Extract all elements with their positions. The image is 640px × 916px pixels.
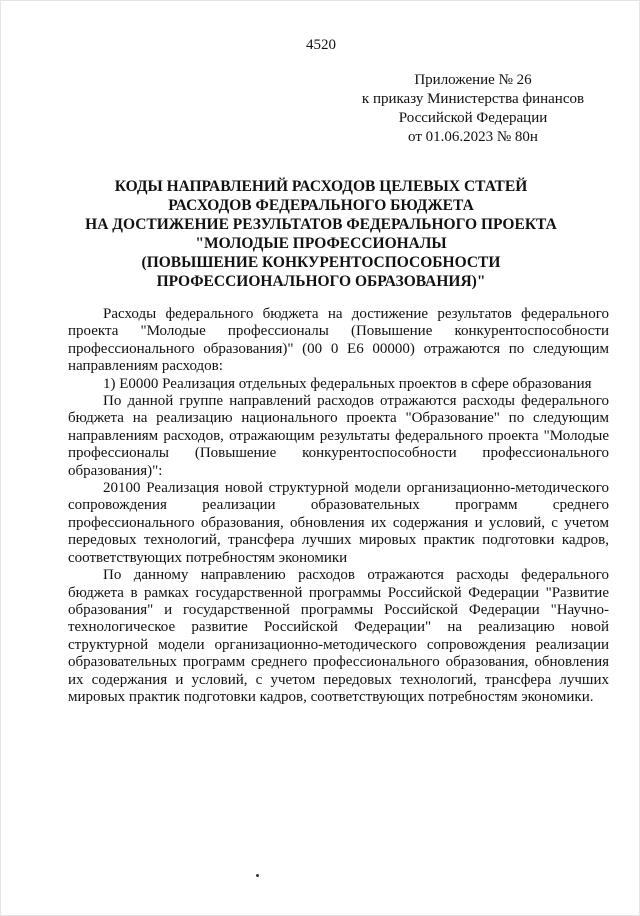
- document-body: [68, 306, 609, 706]
- title-line-1: КОДЫ НАПРАВЛЕНИЙ РАСХОДОВ ЦЕЛЕВЫХ СТАТЕЙ: [114, 178, 528, 195]
- scan-speck: [256, 874, 259, 877]
- title-line-6: ПРОФЕССИОНАЛЬНОГО ОБРАЗОВАНИЯ)": [156, 273, 486, 290]
- paragraph: 20100 Реализация новой структурной модели организационно-методического сопровождения реализации образовательных программ среднего профессионального образования, обновления их содержания и условий, с учетом передовых технологий, трансфера лучших мировых практик подготовки кадров, соответствующих потребностям экономики: [68, 480, 609, 566]
- appendix-line-4: от 01.06.2023 № 80н: [408, 129, 538, 145]
- appendix-header: [353, 71, 593, 147]
- page-number: 4520: [306, 37, 336, 53]
- appendix-line-3: Российской Федерации: [398, 110, 548, 126]
- title-line-5: (ПОВЫШЕНИЕ КОНКУРЕНТОСПОСОБНОСТИ: [141, 254, 501, 271]
- paragraph: 1) Е0000 Реализация отдельных федеральных проектов в сфере образования: [103, 375, 592, 392]
- paragraph: По данному направлению расходов отражаются расходы федерального бюджета в рамках государственной программы Российской Федерации "Развитие образования" и государственной программы Российской Федерации "Научно-технологическое развитие Российской Федерации" на реализацию новой структурной модели организационно-методического сопровождения реализации образовательных программ среднего профессионального образования, обновления их содержания и условий, с учетом передовых технологий, трансфера лучших мировых практик подготовки кадров, соответствующих потребностям экономики.: [68, 567, 609, 705]
- document-title: [61, 177, 581, 291]
- title-line-2: РАСХОДОВ ФЕДЕРАЛЬНОГО БЮДЖЕТА: [168, 197, 474, 214]
- title-line-4: "МОЛОДЫЕ ПРОФЕССИОНАЛЫ: [195, 235, 447, 252]
- paragraph: По данной группе направлений расходов отражаются расходы федерального бюджета на реализацию национального проекта "Образование" по следующим направлениям расходов, отражающим результаты федерального проекта "Молодые профессионалы (Повышение конкурентоспособности профессионального образования)":: [68, 393, 609, 479]
- title-line-3: НА ДОСТИЖЕНИЕ РЕЗУЛЬТАТОВ ФЕДЕРАЛЬНОГО ПРОЕКТА: [85, 216, 557, 233]
- appendix-line-1: Приложение № 26: [414, 72, 532, 88]
- appendix-line-2: к приказу Министерства финансов: [361, 91, 585, 107]
- paragraph: Расходы федерального бюджета на достижение результатов федерального проекта "Молодые профессионалы (Повышение конкурентоспособности профессионального образования)" (00 0 Е6 00000) отражаются по следующим направлениям расходов:: [68, 306, 609, 375]
